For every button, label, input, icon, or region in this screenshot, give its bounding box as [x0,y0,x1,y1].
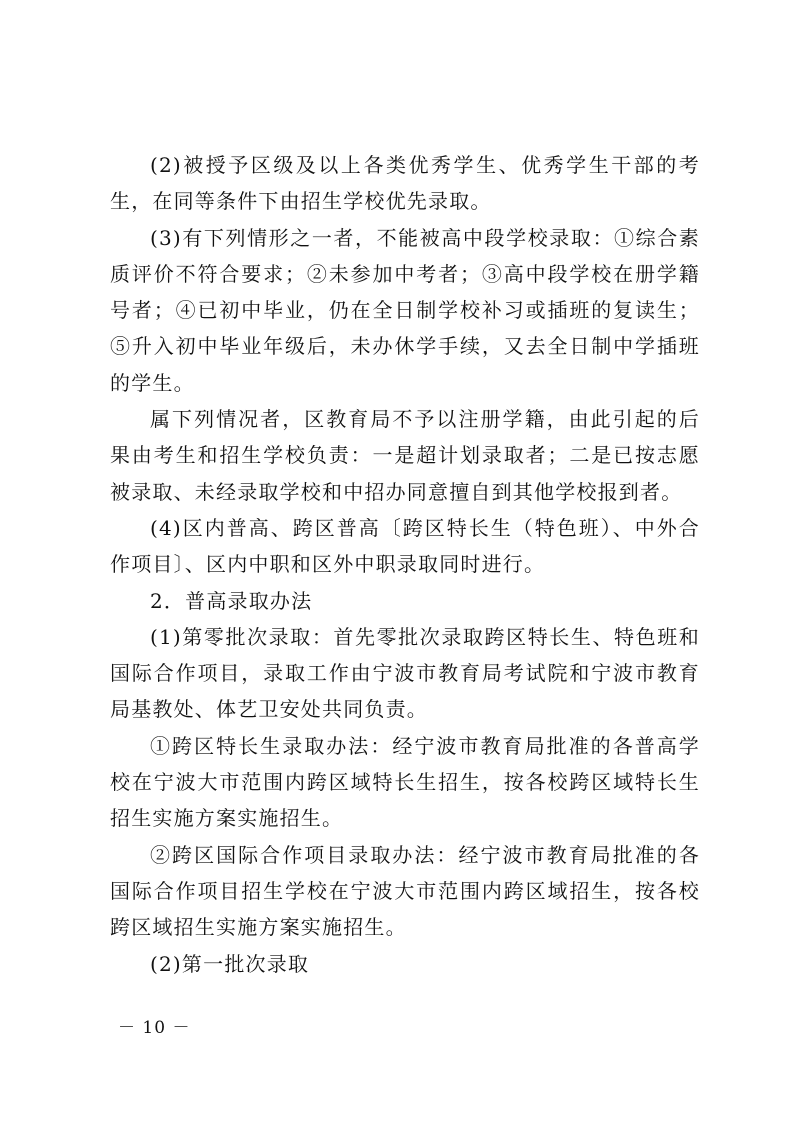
section-heading-general-high-school-admission: 2．普高录取办法 [150,588,313,613]
paragraph-simultaneous-admission: (4)区内普高、跨区普高〔跨区特长生（特色班）、中外合作项目〕、区内中职和区外中职录取同时进行。 [110,515,700,577]
document-body [110,147,700,982]
paragraph-non-admission-conditions: (3)有下列情形之一者，不能被高中段学校录取：①综合素质评价不符合要求；②未参加中考者；③高中段学校在册学籍号者；④已初中毕业，仍在全日制学校补习或插班的复读生；⑤升入初中毕业年级后，未办休学手续，又去全日制中学插班的学生。 [110,225,700,395]
paragraph-batch-one-admission: (2)第一批次录取 [150,951,310,976]
paragraph-excellent-students-priority: (2)被授予区级及以上各类优秀学生、优秀学生干部的考生，在同等条件下由招生学校优先录取。 [110,153,700,214]
paragraph-cross-district-international: ②跨区国际合作项目录取办法：经宁波市教育局批准的各国际合作项目招生学校在宁波大市范围内跨区域招生，按各校跨区域招生实施方案实施招生。 [110,842,700,940]
paragraph-batch-zero-admission: (1)第零批次录取：首先零批次录取跨区特长生、特色班和国际合作项目，录取工作由宁波市教育局考试院和宁波市教育局基教处、体艺卫安处共同负责。 [110,624,700,722]
paragraph-registration-refusal: 属下列情况者，区教育局不予以注册学籍，由此引起的后果由考生和招生学校负责：一是超计划录取者；二是已按志愿被录取、未经录取学校和中招办同意擅自到其他学校报到者。 [110,407,700,504]
page-number: － 10 － [118,1018,191,1038]
paragraph-cross-district-specialty: ①跨区特长生录取办法：经宁波市教育局批准的各普高学校在宁波大市范围内跨区域特长生招生，按各校跨区域特长生招生实施方案实施招生。 [110,733,700,831]
